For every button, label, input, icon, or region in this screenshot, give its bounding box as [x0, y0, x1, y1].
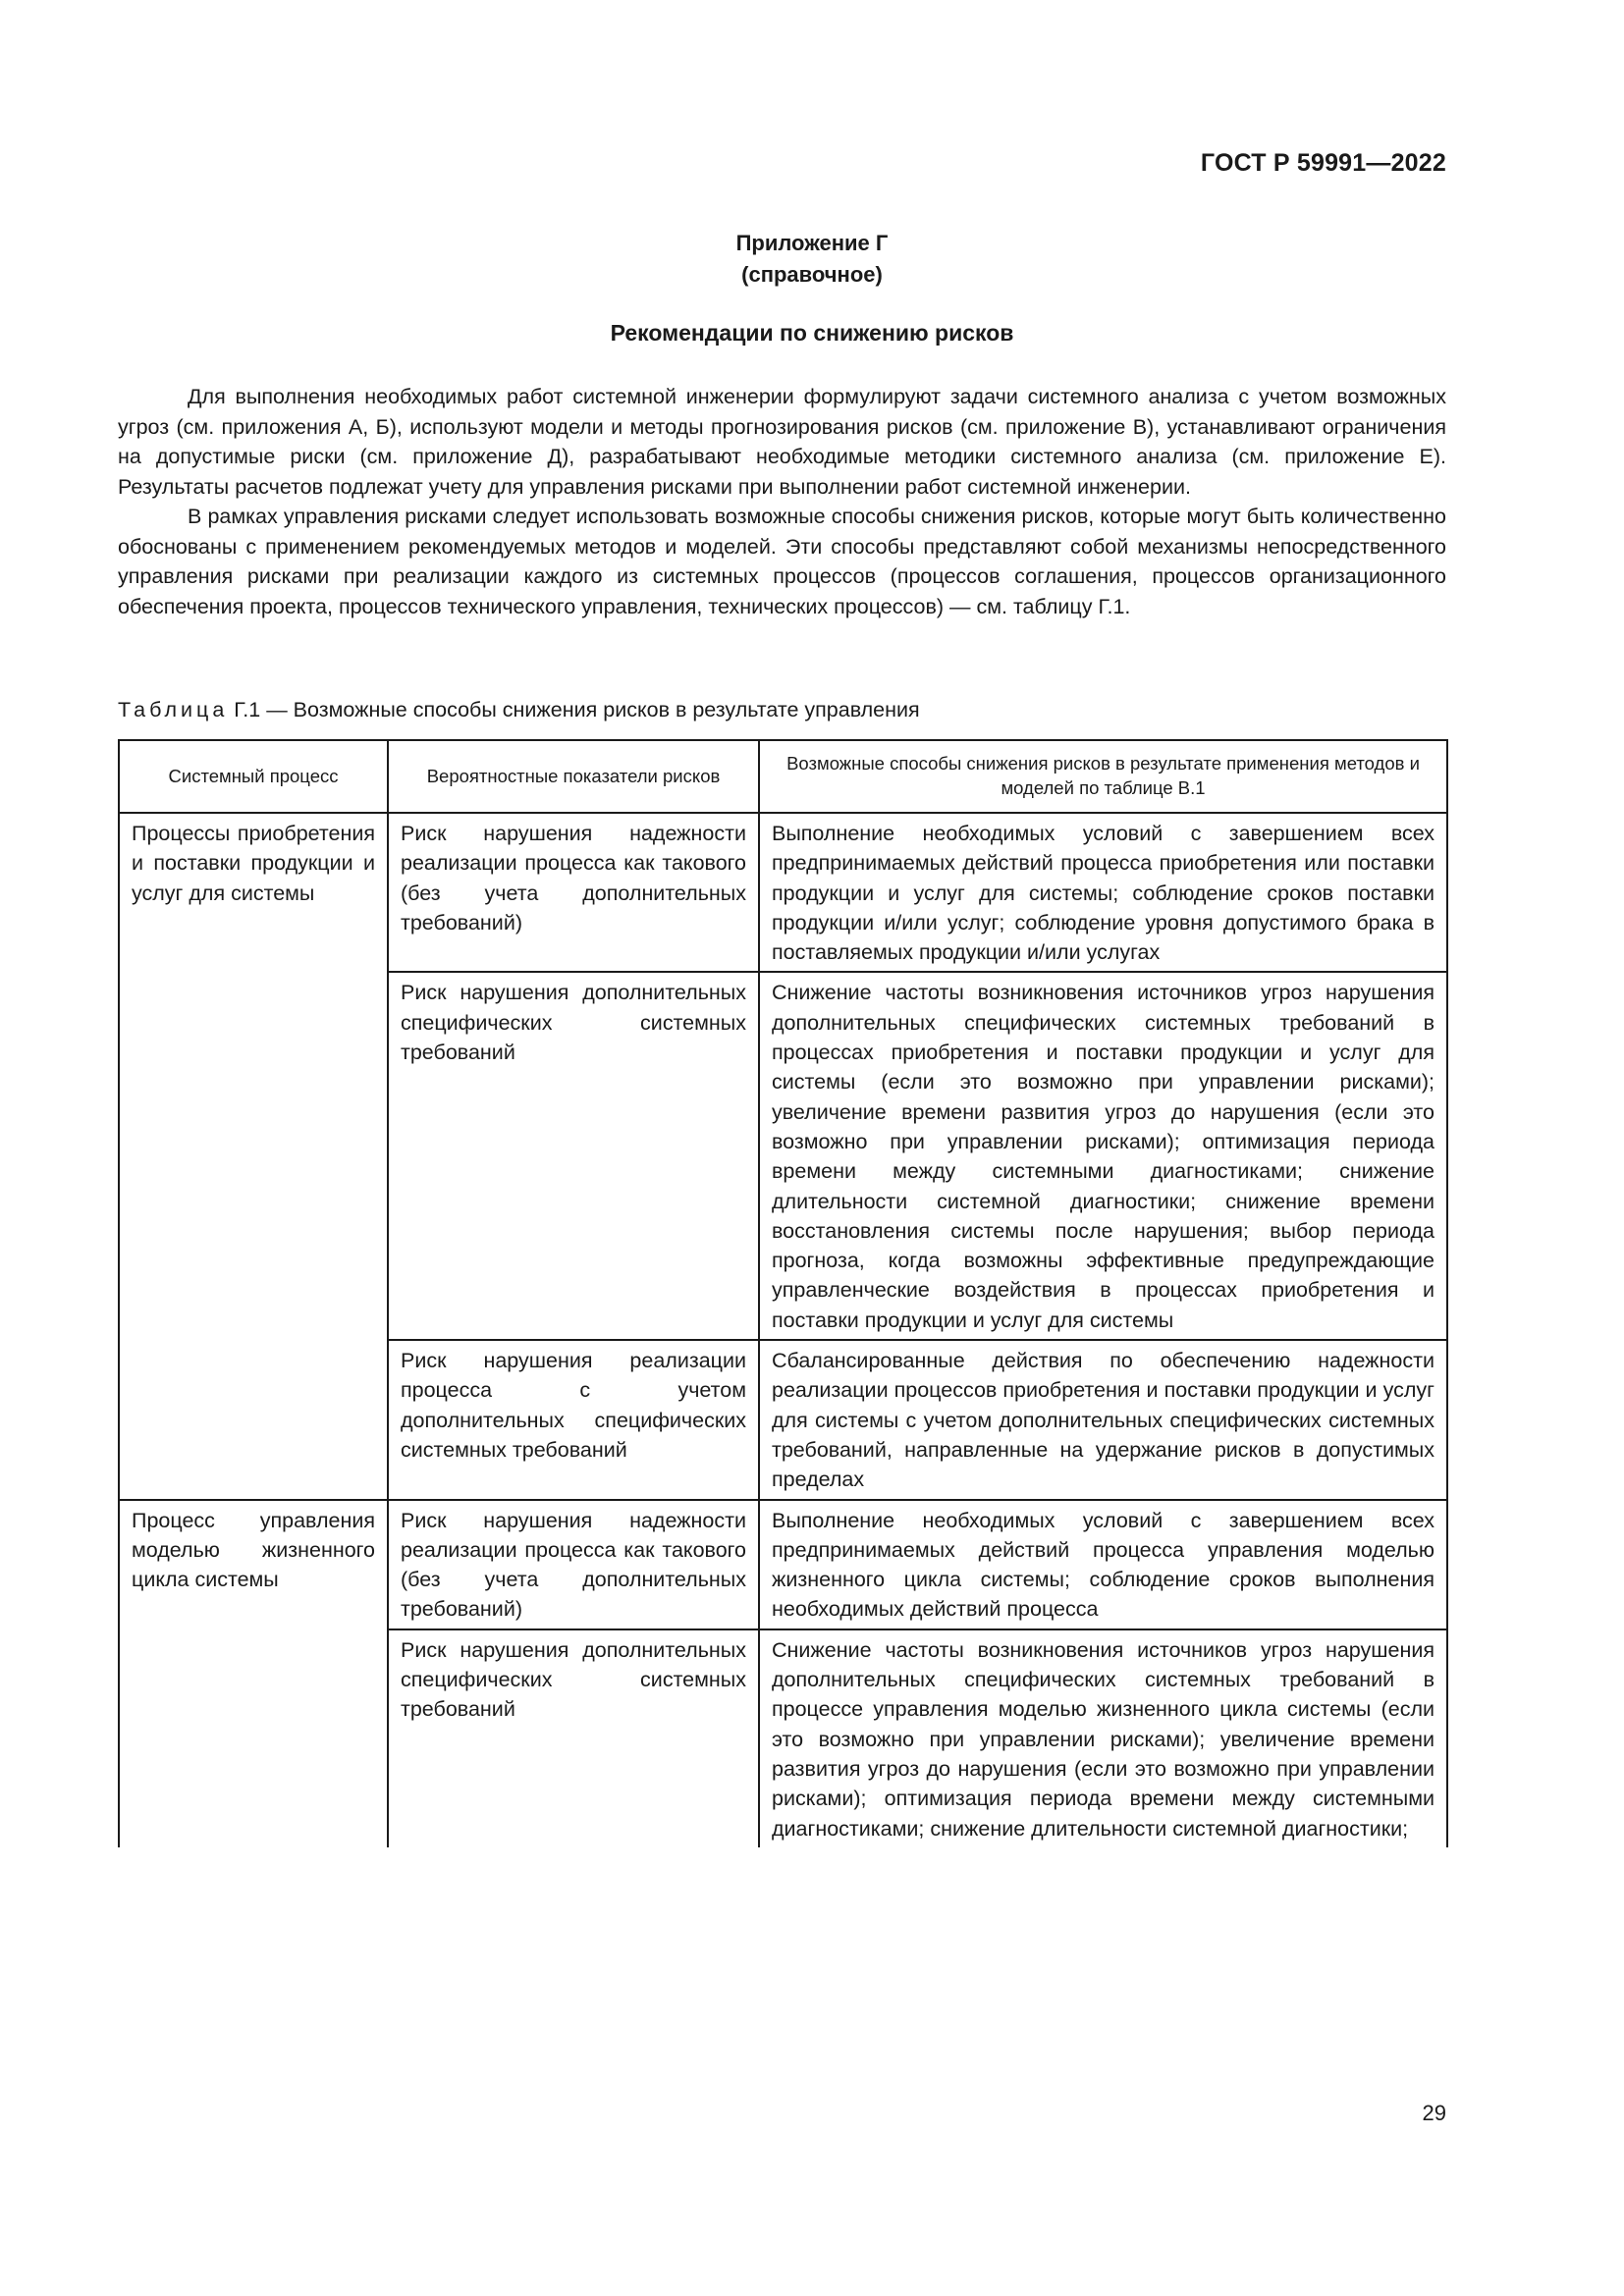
- methods-cell: Сбалансированные действия по обеспечению надежности реализации процессов приобретения и поставки продукции и услуг для системы с учетом дополнительных специфических системных требований, направленные на удержание рисков в допустимых пределах: [759, 1340, 1447, 1499]
- table-caption-label: Таблица: [118, 698, 229, 721]
- indicator-cell: Риск нарушения дополнительных специфических системных требований: [388, 972, 759, 1340]
- indicator-cell: Риск нарушения надежности реализации процесса как такового (без учета дополнительных требований): [388, 813, 759, 972]
- methods-cell: Снижение частоты возникновения источников угроз нарушения дополнительных специфических системных требований в процессе управления моделью жизненного цикла системы (если это возможно при управлении рисками); увеличение времени развития угроз до нарушения (если это возможно при управлении рисками); оптимизация периода времени между системными диагностиками; снижение длительности системной диагностики;: [759, 1629, 1447, 1847]
- indicator-cell: Риск нарушения дополнительных специфических системных требований: [388, 1629, 759, 1847]
- page-number: 29: [1422, 2101, 1446, 2125]
- header-system-process: Системный процесс: [119, 740, 388, 813]
- document-code: ГОСТ Р 59991—2022: [1200, 149, 1446, 177]
- paragraph: Для выполнения необходимых работ системной инженерии формулируют задачи системного анализа с учетом возможных угроз (см. приложения А, Б), используют модели и методы прогнозирования рисков (см. приложение В), устанавливают ограничения на допустимые риски (см. приложение Д), разрабатывают необходимые методики системного анализа (см. приложение Е). Результаты расчетов подлежат учету для управления рисками при выполнении работ системной инженерии.: [118, 385, 1446, 499]
- methods-cell: Выполнение необходимых условий с завершением всех предпринимаемых действий процесса приобретения или поставки продукции и услуг для системы; соблюдение сроков поставки продукции и/или услуг; соблюдение уровня допустимого брака в поставляемых продукции и/или услугах: [759, 813, 1447, 972]
- table-caption: [118, 698, 920, 722]
- methods-cell: Снижение частоты возникновения источников угроз нарушения дополнительных специфических системных требований в процессах приобретения и поставки продукции и услуг для системы (если это возможно при управлении рисками); увеличение времени развития угроз до нарушения (если это возможно при управлении рисками); оптимизация периода времени между системными диагностиками; снижение длительности системной диагностики; снижение времени восстановления системы после нарушения; выбор периода прогноза, когда возможны эффективные предупреждающие управленческие воздействия в процессах приобретения и поставки продукции и услуг для системы: [759, 972, 1447, 1340]
- section-title: Рекомендации по снижению рисков: [610, 320, 1014, 346]
- process-cell: Процессы приобретения и поставки продукции и услуг для системы: [119, 813, 388, 1500]
- appendix-subtitle: (справочное): [741, 262, 883, 287]
- header-probability-indicators: Вероятностные показатели рисков: [388, 740, 759, 813]
- indicator-cell: Риск нарушения надежности реализации процесса как такового (без учета дополнительных требований): [388, 1500, 759, 1629]
- process-cell: Процесс управления моделью жизненного цикла системы: [119, 1500, 388, 1847]
- risk-reduction-table: [118, 739, 1448, 1847]
- table-caption-text: Г.1 — Возможные способы снижения рисков в результате управления: [228, 698, 920, 721]
- table-row: [119, 813, 1447, 972]
- table-header-row: [119, 740, 1447, 813]
- methods-cell: Выполнение необходимых условий с завершением всех предпринимаемых действий процесса управления моделью жизненного цикла системы; соблюдение сроков выполнения необходимых действий процесса: [759, 1500, 1447, 1629]
- header-risk-reduction-methods: Возможные способы снижения рисков в результате применения методов и моделей по таблице В.1: [759, 740, 1447, 813]
- indicator-cell: Риск нарушения реализации процесса с учетом дополнительных специфических системных требований: [388, 1340, 759, 1499]
- body-text: [118, 382, 1446, 621]
- table-row: [119, 1500, 1447, 1629]
- appendix-title: Приложение Г: [735, 231, 889, 255]
- paragraph: В рамках управления рисками следует использовать возможные способы снижения рисков, которые могут быть количественно обоснованы с применением рекомендуемых методов и моделей. Эти способы представляют собой механизмы непосредственного управления рисками при реализации каждого из системных процессов (процессов соглашения, процессов организационного обеспечения проекта, процессов технического управления, технических процессов) — см. таблицу Г.1.: [118, 505, 1446, 618]
- appendix-heading: [0, 228, 1624, 291]
